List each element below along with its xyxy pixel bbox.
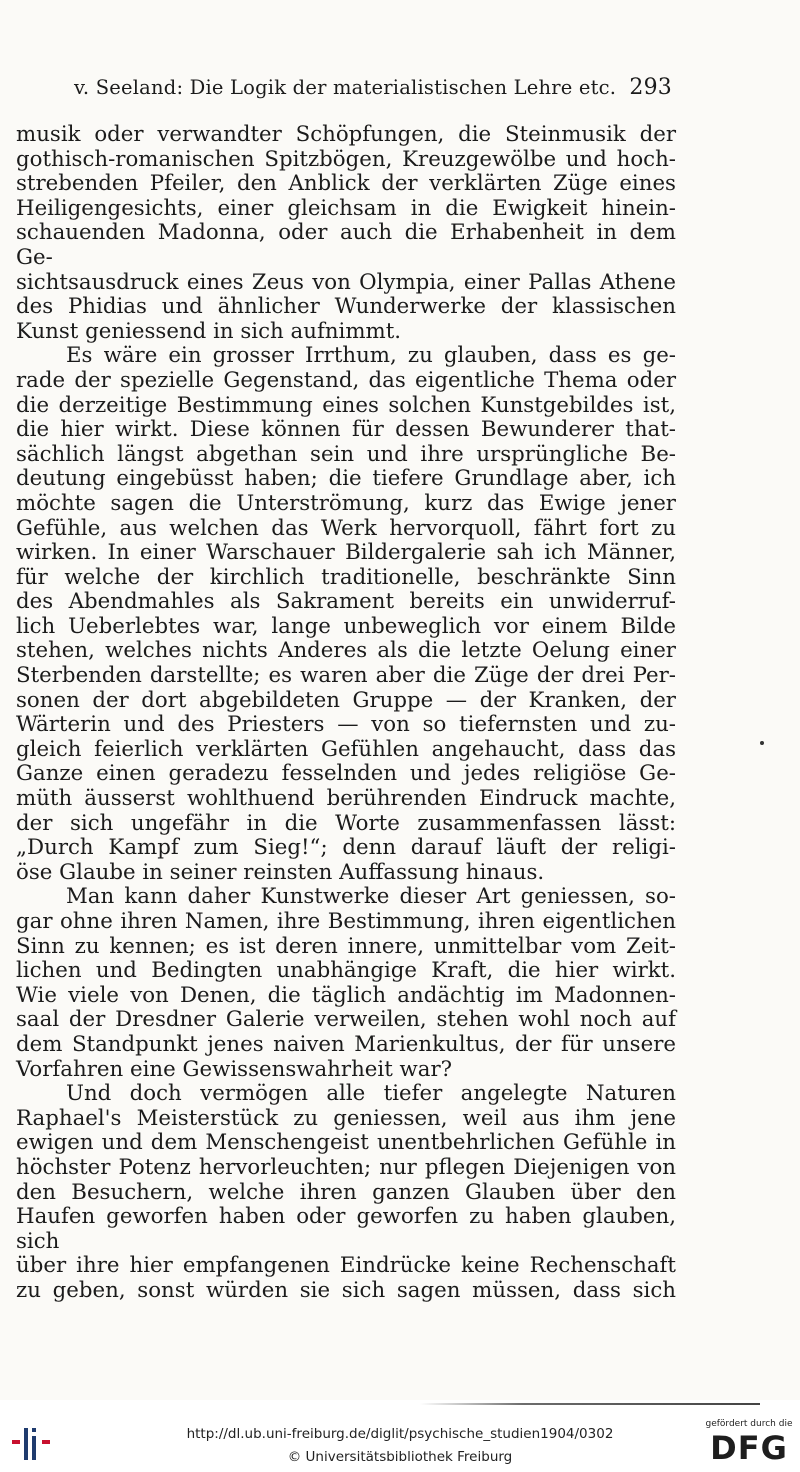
text-line: für welche der kirchlich traditionelle, beschränkte Sinn	[16, 564, 676, 590]
text-line: Ganze einen geradezu fesselnden und jedes religiöse Ge-	[16, 761, 676, 787]
footer-copyright: © Universitätsbibliothek Freiburg	[287, 1449, 513, 1465]
text-line: Heiligengesichts, einer gleichsam in die Ewigkeit hinein-	[16, 195, 676, 221]
text-line: müth äusserst wohlthuend berührenden Eindruck machte,	[16, 786, 676, 812]
text-line: Man kann daher Kunstwerke dieser Art geniessen, so-	[66, 884, 676, 910]
text-line: saal der Dresdner Galerie verweilen, stehen wohl noch auf	[16, 1007, 676, 1033]
text-line: die hier wirkt. Diese können für dessen Bewunderer that-	[16, 417, 676, 443]
ub-freiburg-logo-icon[interactable]	[12, 1424, 52, 1464]
text-line: Kunst geniessend in sich aufnimmt.	[16, 318, 402, 344]
text-line: Sinn zu kennen; es ist deren innere, unmittelbar vom Zeit-	[16, 933, 676, 959]
text-line: Gefühle, aus welchen das Werk hervorquoll, fährt fort zu	[16, 515, 676, 541]
text-line: musik oder verwandter Schöpfungen, die Steinmusik der	[16, 122, 676, 147]
text-line: Wie viele von Denen, die täglich andächtig im Madonnen-	[16, 982, 676, 1008]
text-line: ewigen und dem Menschengeist unentbehrlichen Gefühle in	[16, 1130, 676, 1156]
text-line: gar ohne ihren Namen, ihre Bestimmung, ihren eigentlichen	[16, 909, 676, 934]
text-line: höchster Potenz hervorleuchten; nur pflegen Diejenigen von	[16, 1154, 676, 1180]
text-line: lichen und Bedingten unabhängige Kraft, die hier wirkt.	[16, 958, 676, 984]
text-line: wirken. In einer Warschauer Bildergalerie sah ich Männer,	[16, 540, 676, 566]
text-line: schauenden Madonna, oder auch die Erhabenheit in dem Ge-	[16, 220, 676, 270]
text-line: der sich ungefähr in die Worte zusammenfassen lässt:	[16, 810, 676, 836]
page-number: 293	[629, 75, 672, 100]
text-line: deutung eingebüsst haben; die tiefere Grundlage aber, ich	[16, 466, 676, 492]
text-line: sächlich längst abgethan sein und ihre ursprüngliche Be-	[16, 441, 676, 467]
text-line: des Abendmahles als Sakrament bereits ein unwiderruf-	[16, 589, 676, 615]
text-line: die derzeitige Bestimmung eines solchen Kunstgebildes ist,	[16, 392, 676, 418]
body-text	[16, 123, 676, 1304]
text-line: Vorfahren eine Gewissenswahrheit war?	[16, 1056, 453, 1082]
text-line: Es wäre ein grosser Irrthum, zu glauben, dass es ge-	[66, 343, 676, 369]
footer-url-link[interactable]: http://dl.ub.uni-freiburg.de/diglit/psychische_studien1904/0302	[186, 1426, 614, 1442]
footer	[0, 1410, 800, 1472]
dfg-funder-badge[interactable]	[704, 1418, 794, 1470]
text-line: Wärterin und des Priesters — von so tiefernsten und zu-	[16, 712, 676, 738]
text-line: Und doch vermögen alle tiefer angelegte Naturen	[66, 1081, 676, 1107]
text-line: strebenden Pfeiler, den Anblick der verklärten Züge eines	[16, 171, 676, 197]
text-line: sonen der dort abgebildeten Gruppe — der Kranken, der	[16, 687, 676, 713]
running-title: v. Seeland: Die Logik der materialistischen Lehre etc.	[74, 76, 617, 99]
scan-edge-line	[420, 1403, 760, 1405]
text-line: dem Standpunkt jenes naiven Marienkultus, der für unsere	[16, 1031, 676, 1057]
running-head	[16, 72, 676, 104]
text-line: des Phidias und ähnlicher Wunderwerke der klassischen	[16, 294, 676, 320]
text-line: rade der spezielle Gegenstand, das eigentliche Thema oder	[16, 367, 676, 393]
dfg-caption: gefördert durch die	[705, 1419, 793, 1429]
text-line: lich Ueberlebtes war, lange unbeweglich vor einem Bilde	[16, 613, 676, 639]
text-line: gothisch-romanischen Spitzbögen, Kreuzgewölbe und hoch-	[16, 146, 676, 172]
text-line: „Durch Kampf zum Sieg!“; denn darauf läuft der religi-	[16, 835, 676, 861]
text-line: Haufen geworfen haben oder geworfen zu haben glauben, sich	[16, 1204, 676, 1254]
text-line: sichtsausdruck eines Zeus von Olympia, einer Pallas Athene	[16, 269, 676, 295]
text-line: über ihre hier empfangenen Eindrücke keine Rechenschaft	[16, 1253, 676, 1279]
scan-speck	[760, 741, 764, 745]
text-line: zu geben, sonst würden sie sich sagen müssen, dass sich	[16, 1277, 676, 1303]
text-line: den Besuchern, welche ihren ganzen Glauben über den	[16, 1179, 676, 1205]
dfg-logo: DFG	[710, 1429, 788, 1467]
text-line: stehen, welches nichts Anderes als die letzte Oelung einer	[16, 638, 676, 664]
text-line: Raphael's Meisterstück zu geniessen, weil aus ihm jene	[16, 1105, 676, 1131]
text-line: Sterbenden darstellte; es waren aber die Züge der drei Per-	[16, 663, 676, 689]
text-line: möchte sagen die Unterströmung, kurz das Ewige jener	[16, 490, 676, 516]
text-line: öse Glaube in seiner reinsten Auffassung hinaus.	[16, 859, 545, 885]
text-line: gleich feierlich verklärten Gefühlen angehaucht, dass das	[16, 736, 676, 762]
